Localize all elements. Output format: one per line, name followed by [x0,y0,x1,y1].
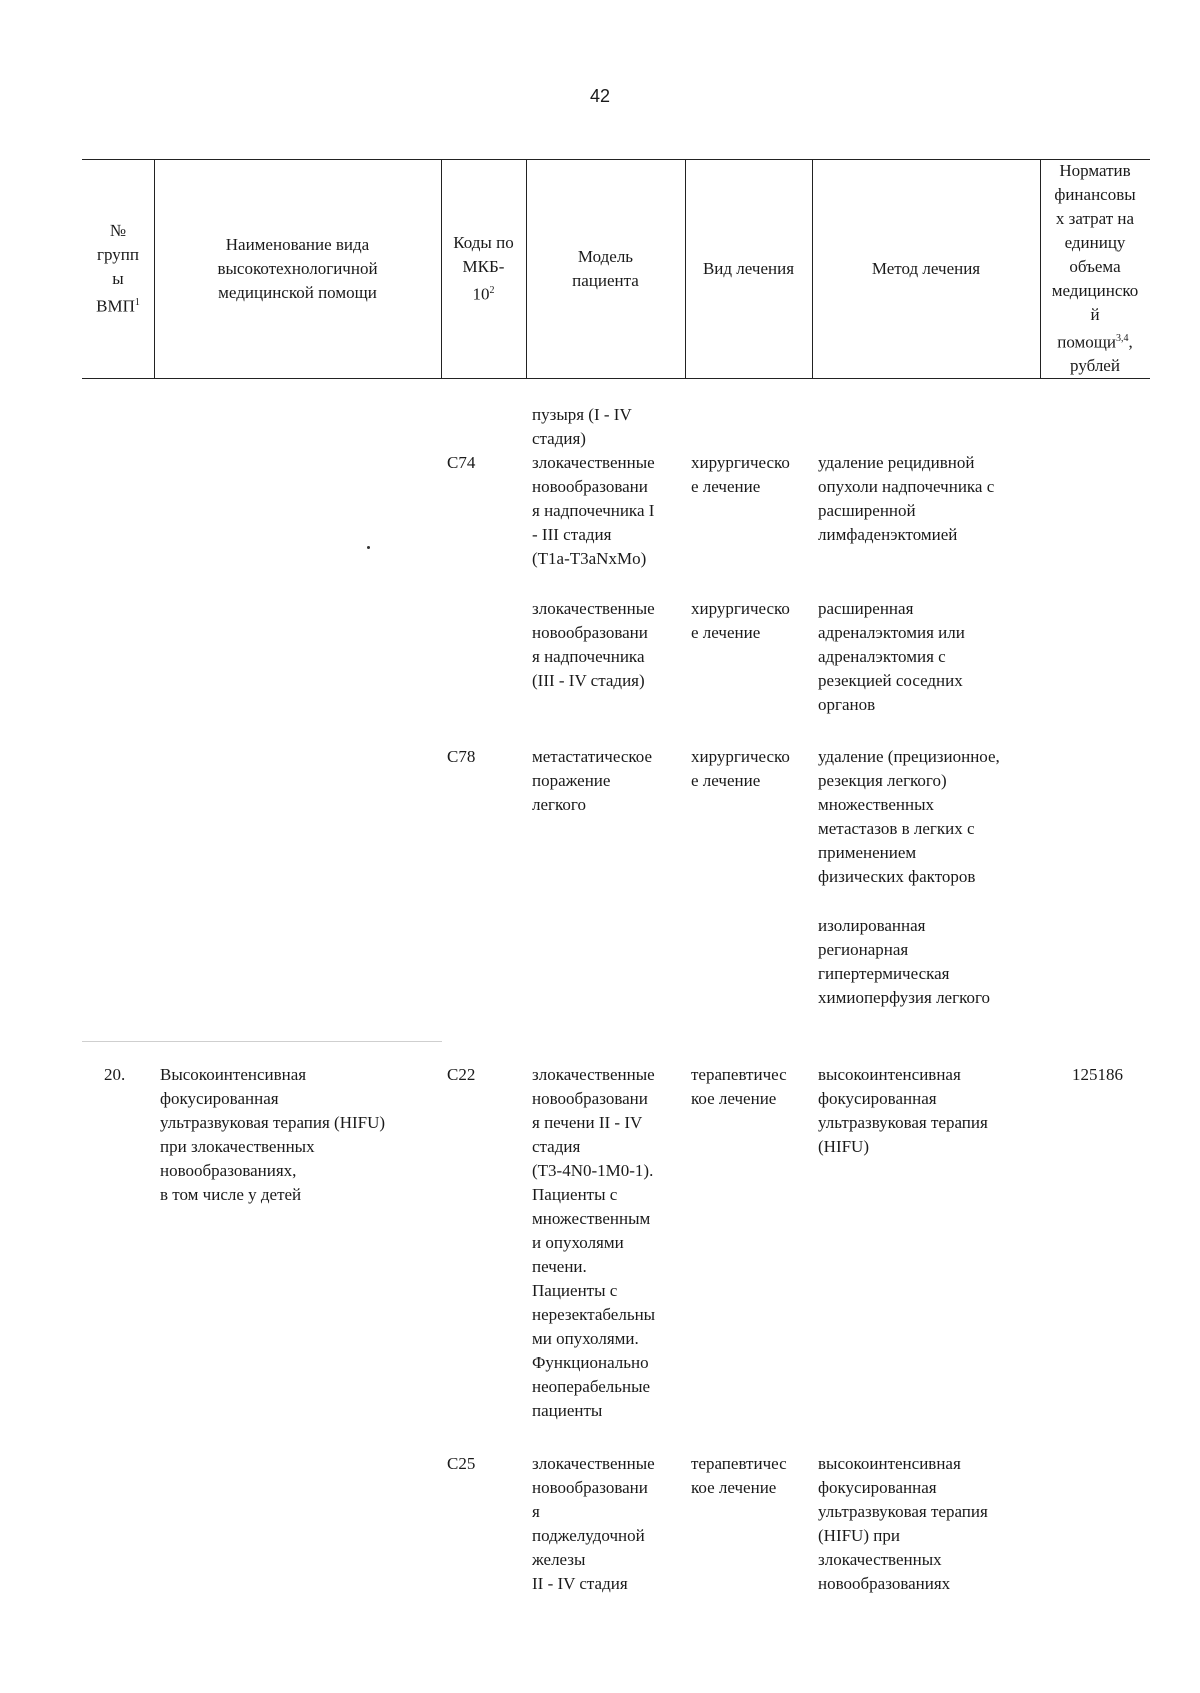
patient-model-cell: злокачественные новообразовани я печени II - IV стадия (T3-4N0-1M0-1). Пациенты с множественным и опухолями печени. Пациенты с нерезектабельны ми опухолями. Функционально неоперабельные пациенты [532,1065,656,1420]
group-number-cell: 20. [104,1065,126,1084]
patient-model-cell: пузыря (I - IV стадия) [532,405,632,448]
icd-code-cell: C74 [447,453,476,472]
treatment-method-cell: изолированная регионарная гипертермическая химиоперфузия легкого [818,916,991,1007]
treatment-type-cell: терапевтичес кое лечение [691,1065,787,1108]
page-number: 42 [589,86,611,106]
header-group-number: № групп ы ВМП$^1$ [96,220,140,316]
patient-model-cell: злокачественные новообразовани я надпочечника (III - IV стадия) [532,599,655,690]
header-care-type-name: Наименование вида высокотехнологичной медицинской помощи [217,234,378,302]
header-patient-model: Модель пациента [572,246,639,290]
treatment-method-cell: удаление (прецизионное, резекция легкого) множественных метастазов в легких с применением физических факторов [818,747,1000,886]
faint-separator [82,1041,442,1042]
icd-code-cell: C22 [447,1065,476,1084]
treatment-method-cell: расширенная адреналэктомия или адреналэктомия с резекцией соседних органов [818,599,965,714]
treatment-type-cell: хирургическо е лечение [691,453,790,496]
treatment-type-cell: терапевтичес кое лечение [691,1454,787,1497]
treatment-method-cell: высокоинтенсивная фокусированная ультразвуковая терапия (HIFU) при злокачественных новообразованиях [818,1454,988,1593]
patient-model-cell: метастатическое поражение легкого [532,747,653,814]
patient-model-cell: злокачественные новообразовани я поджелудочной железы II - IV стадия [532,1454,655,1593]
header-cost-standard: Норматив финансовы х затрат на единицу объема медицинско й помощи$^{3,4}$, рублей [1051,160,1139,376]
treatment-type-cell: хирургическо е лечение [691,747,790,790]
icd-code-cell: C78 [447,747,476,766]
cost-standard-cell: 125186 [1072,1065,1123,1084]
header-treatment-method: Метод лечения [871,258,981,278]
header-treatment-type: Вид лечения [702,258,795,278]
icd-code-cell: C25 [447,1454,476,1473]
treatment-type-cell: хирургическо е лечение [691,599,790,642]
patient-model-cell: злокачественные новообразовани я надпочечника I - III стадия (T1a-T3aNxMo) [532,453,655,568]
header-icd-codes: Коды по МКБ- $10^2$ [453,232,514,304]
treatment-method-cell: удаление рецидивной опухоли надпочечника с расширенной лимфаденэктомией [818,453,995,544]
care-type-name-cell: Высокоинтенсивная фокусированная ультразвуковая терапия (HIFU) при злокачественных новообразованиях, в том числе у детей [160,1065,386,1204]
header-bottom-border [82,378,1150,379]
treatment-method-cell: высокоинтенсивная фокусированная ультразвуковая терапия (HIFU) [818,1065,988,1156]
scan-speck [367,546,370,549]
